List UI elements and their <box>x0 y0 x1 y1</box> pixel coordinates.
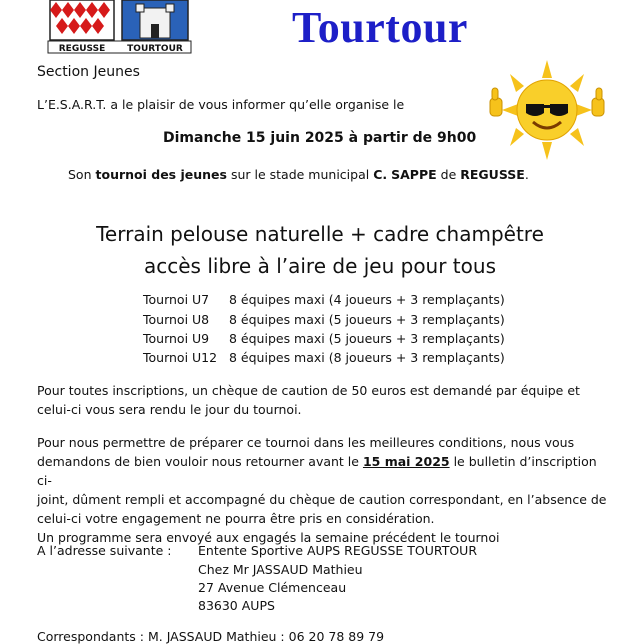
deadline-date: 15 mai 2025 <box>362 454 450 469</box>
address-line: 27 Avenue Clémenceau <box>198 580 347 595</box>
tournament-line: Son tournoi des jeunes sur le stade municipal C. SAPPE de REGUSSE. <box>68 167 529 182</box>
crest-left-label: REGUSSE <box>58 44 106 54</box>
category-row: Tournoi U7 8 équipes maxi (4 joueurs + 3 remplaçants) <box>143 292 505 307</box>
headline-1: Terrain pelouse naturelle + cadre champêtre <box>96 222 544 246</box>
headline-2: accès libre à l’aire de jeu pour tous <box>144 254 496 278</box>
intro-text: L’E.S.A.R.T. a le plaisir de vous informer qu’elle organise le <box>37 97 405 112</box>
sun-sunglasses-icon <box>488 60 606 160</box>
address-label: A l’adresse suivante : <box>37 543 172 558</box>
event-date: Dimanche 15 juin 2025 à partir de 9h00 <box>163 130 477 146</box>
contact-line: Correspondants : M. JASSAUD Mathieu : 06 20 78 89 79 <box>37 629 385 644</box>
category-row: Tournoi U12 8 équipes maxi (8 joueurs + 3 remplaçants) <box>143 350 505 365</box>
deposit-paragraph: Pour toutes inscriptions, un chèque de caution de 50 euros est demandé par équipe et celui-ci vous sera rendu le jour du tournoi. <box>37 383 580 417</box>
category-row: Tournoi U8 8 équipes maxi (5 joueurs + 3 remplaçants) <box>143 312 505 327</box>
address-line: Chez Mr JASSAUD Mathieu <box>198 562 363 577</box>
tourtour-shield <box>122 0 188 40</box>
address-line: Entente Sportive AUPS REGUSSE TOURTOUR <box>198 543 478 558</box>
regusse-shield <box>50 0 114 40</box>
category-row: Tournoi U9 8 équipes maxi (5 joueurs + 3 remplaçants) <box>143 331 505 346</box>
crest-right-label: TOURTOUR <box>127 44 183 54</box>
registration-paragraph: Pour nous permettre de préparer ce tournoi dans les meilleures conditions, nous vous demandons de bien vouloir nous retourner avant le 15 mai 2025 le bulletin d’inscription ci- joint, dûment rempli et accompagné du chèque de caution correspondant, en l’absence de celui-ci votre engagement ne pourra être pris en considération. Un programme sera envoyé aux engagés la semaine précédent le tournoi <box>37 435 607 545</box>
address-line: 83630 AUPS <box>198 598 275 613</box>
page-title: Tourtour <box>292 3 468 52</box>
crest-logo <box>42 0 197 54</box>
section-label: Section Jeunes <box>37 64 140 80</box>
